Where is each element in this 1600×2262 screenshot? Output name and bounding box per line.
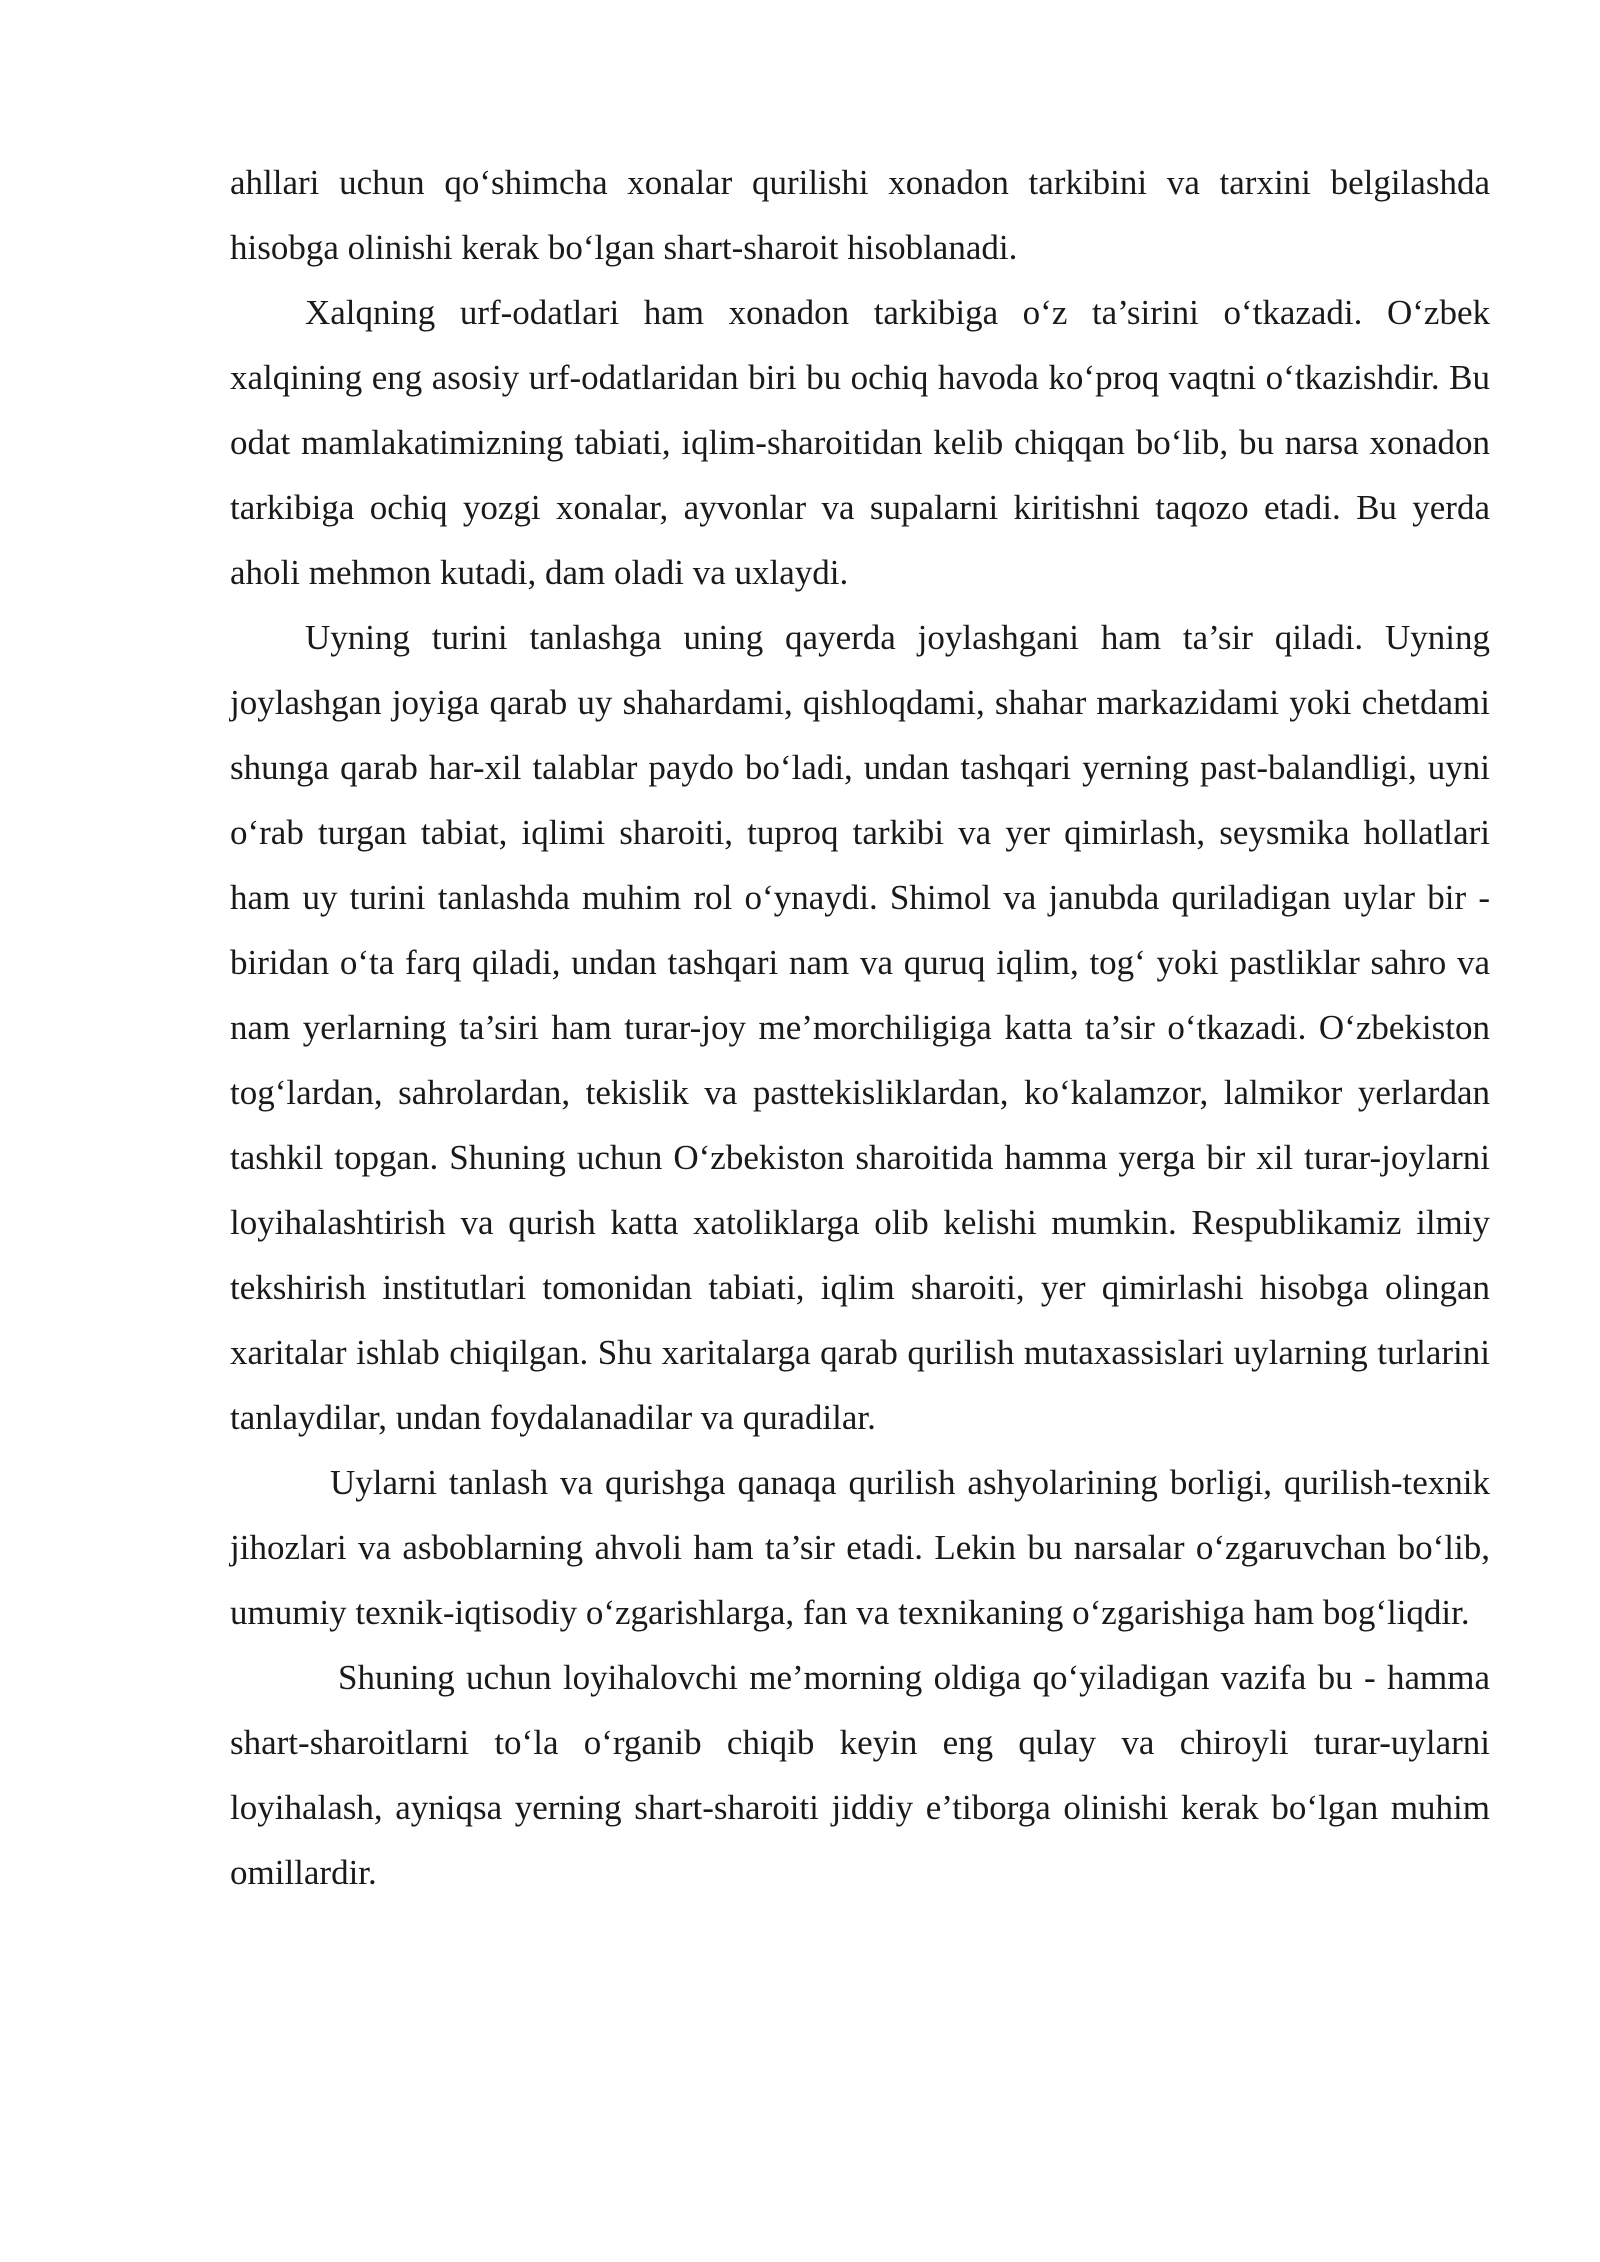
paragraph-continuation: ahllari uchun qo‘shimcha xonalar qurilishi xonadon tarkibini va tarxini belgilashda hisobga olinishi kerak bo‘lgan shart-sharoit hisoblanadi. xyxy=(230,163,1490,267)
paragraph-customs: Xalqning urf-odatlari ham xonadon tarkibiga o‘z ta’sirini o‘tkazadi. O‘zbek xalqining eng asosiy urf-odatlaridan biri bu ochiq havoda ko‘proq vaqtni o‘tkazishdir. Bu odat mamlakatimizning tabiati, iqlim-sharoitidan kelib chiqqan bo‘lib, bu narsa xonadon tarkibiga ochiq yozgi xonalar, ayvonlar va supalarni kiritishni taqozo etadi. Bu yerda aholi mehmon kutadi, dam oladi va uxlaydi. xyxy=(230,293,1490,592)
paragraph-location: Uyning turini tanlashga uning qayerda joylashgani ham ta’sir qiladi. Uyning joylashgan joyiga qarab uy shahardami, qishloqdami, shahar markazidami yoki chetdami shunga qarab har-xil talablar paydo bo‘ladi, undan tashqari yerning past-balandligi, uyni o‘rab turgan tabiat, iqlimi sharoiti, tuproq tarkibi va yer qimirlash, seysmika hollatlari ham uy turini tanlashda muhim rol o‘ynaydi. Shimol va janubda quriladigan uylar bir - biridan o‘ta farq qiladi, undan tashqari nam va quruq iqlim, tog‘ yoki pastliklar sahro va nam yerlarning ta’siri ham turar-joy me’morchiligiga katta ta’sir o‘tkazadi. O‘zbekiston tog‘lardan, sahrolardan, tekislik va pasttekisliklardan, ko‘kalamzor, lalmikor yerlardan tashkil topgan. Shuning uchun O‘zbekiston sharoitida hamma yerga bir xil turar-joylarni loyihalashtirish va qurish katta xatoliklarga olib kelishi mumkin. Respublikamiz ilmiy tekshirish institutlari tomonidan tabiati, iqlim sharoiti, yer qimirlashi hisobga olingan xaritalar ishlab chiqilgan. Shu xaritalarga qarab qurilish mutaxassislari uylarning turlarini tanlaydilar, undan foydalanadilar va quradilar. xyxy=(230,618,1490,1437)
document-page xyxy=(230,150,1490,1905)
paragraph-conclusion: Shuning uchun loyihalovchi me’morning oldiga qo‘yiladigan vazifa bu - hamma shart-sharoitlarni to‘la o‘rganib chiqib keyin eng qulay va chiroyli turar-uylarni loyihalash, ayniqsa yerning shart-sharoiti jiddiy e’tiborga olinishi kerak bo‘lgan muhim omillardir. xyxy=(230,1658,1490,1892)
paragraph-materials: Uylarni tanlash va qurishga qanaqa qurilish ashyolarining borligi, qurilish-texnik jihozlari va asboblarning ahvoli ham ta’sir etadi. Lekin bu narsalar o‘zgaruvchan bo‘lib, umumiy texnik-iqtisodiy o‘zgarishlarga, fan va texnikaning o‘zgarishiga ham bog‘liqdir. xyxy=(230,1463,1490,1632)
